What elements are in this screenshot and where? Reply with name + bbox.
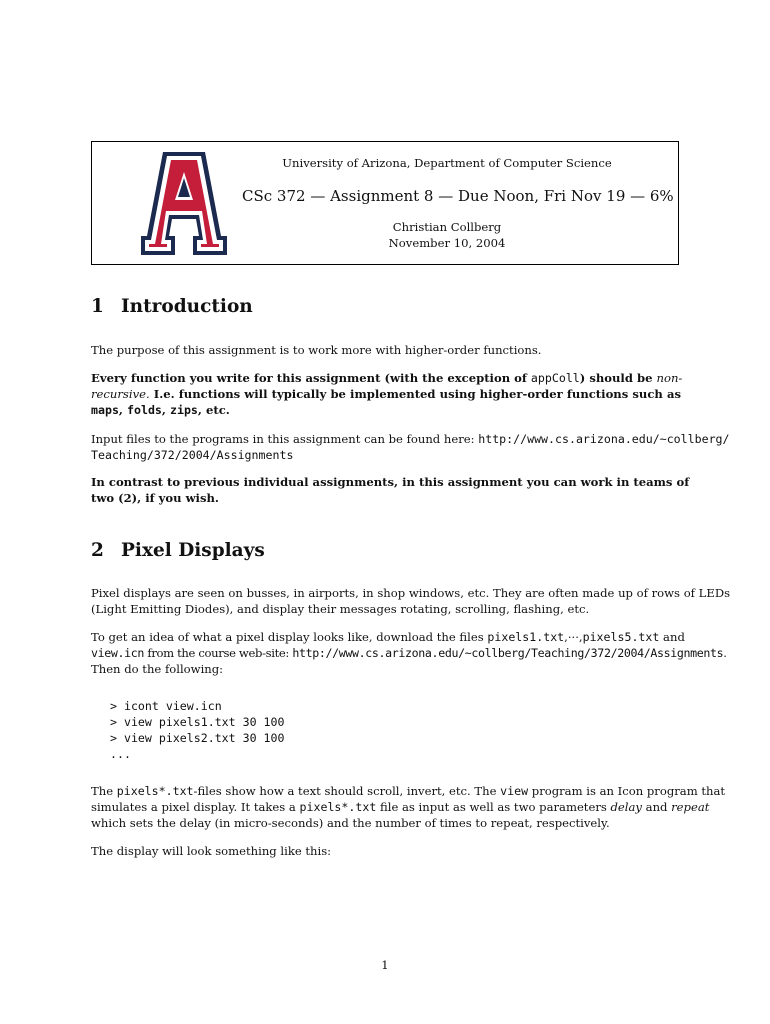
section-number: 2	[91, 540, 104, 561]
intro-paragraph-4: In contrast to previous individual assignments, in this assignment you can work in teams of two (2), if you wish.	[91, 475, 690, 505]
university-of-arizona-a-logo-icon	[141, 152, 227, 255]
pixel-paragraph-4: The display will look something like this:	[91, 844, 332, 858]
course-website-url[interactable]: http://www.cs.arizona.edu/~collberg/Teaching/372/2004/Assignments	[292, 646, 724, 660]
assignments-url-continued[interactable]: Teaching/372/2004/Assignments	[91, 448, 294, 462]
page-number: 1	[381, 958, 389, 972]
command-example-block	[110, 698, 285, 762]
intro-paragraph-2: Every function you write for this assignment (with the exception of appColl) should be non- recursive. I.e. functions will typically be implemented using higher-order functions such as maps, folds, zips, etc.	[91, 371, 683, 417]
pixel-paragraph-1: Pixel displays are seen on busses, in airports, in shop windows, etc. They are often made up of rows of LEDs (Light Emitting Diodes), and display their messages rotating, scrolling, flashing, etc.	[91, 586, 731, 616]
code-line: ...	[110, 747, 131, 761]
intro-paragraph-1: The purpose of this assignment is to work more with higher-order functions.	[91, 343, 542, 357]
section-number: 1	[91, 296, 104, 317]
assignments-url[interactable]: http://www.cs.arizona.edu/~collberg/	[478, 432, 730, 446]
code-line: > view pixels2.txt 30 100	[110, 731, 285, 745]
code-line: > icont view.icn	[110, 699, 222, 713]
pixel-paragraph-3: The pixels*.txt-files show how a text should scroll, invert, etc. The view program is an Icon program that simulates a pixel display. It takes a pixels*.txt file as input as well as two parameters delay and repeat which sets the delay (in micro-seconds) and the number of times to repeat, respectively.	[91, 784, 726, 830]
assignment-title: CSc 372 — Assignment 8 — Due Noon, Fri Nov 19 — 6%	[242, 187, 674, 205]
pixel-paragraph-2: To get an idea of what a pixel display looks like, download the files pixels1.txt,···,pixels5.txt and view.icn from the course web-site: http://www.cs.arizona.edu/~collberg/Teaching/372/2004/Assignments. Then do the following:	[91, 630, 727, 676]
section-heading-pixel-displays	[91, 540, 265, 561]
title-box	[91, 141, 679, 265]
institution-line: University of Arizona, Department of Computer Science	[282, 156, 612, 170]
intro-paragraph-3: Input files to the programs in this assignment can be found here: http://www.cs.arizona.edu/~collberg/ Teaching/372/2004/Assignments	[91, 432, 730, 462]
section-title: Introduction	[121, 296, 253, 317]
section-title: Pixel Displays	[121, 540, 265, 561]
author-name: Christian Collberg	[392, 220, 502, 234]
code-line: > view pixels1.txt 30 100	[110, 715, 285, 729]
section-heading-introduction	[91, 296, 253, 317]
document-date: November 10, 2004	[388, 236, 506, 250]
